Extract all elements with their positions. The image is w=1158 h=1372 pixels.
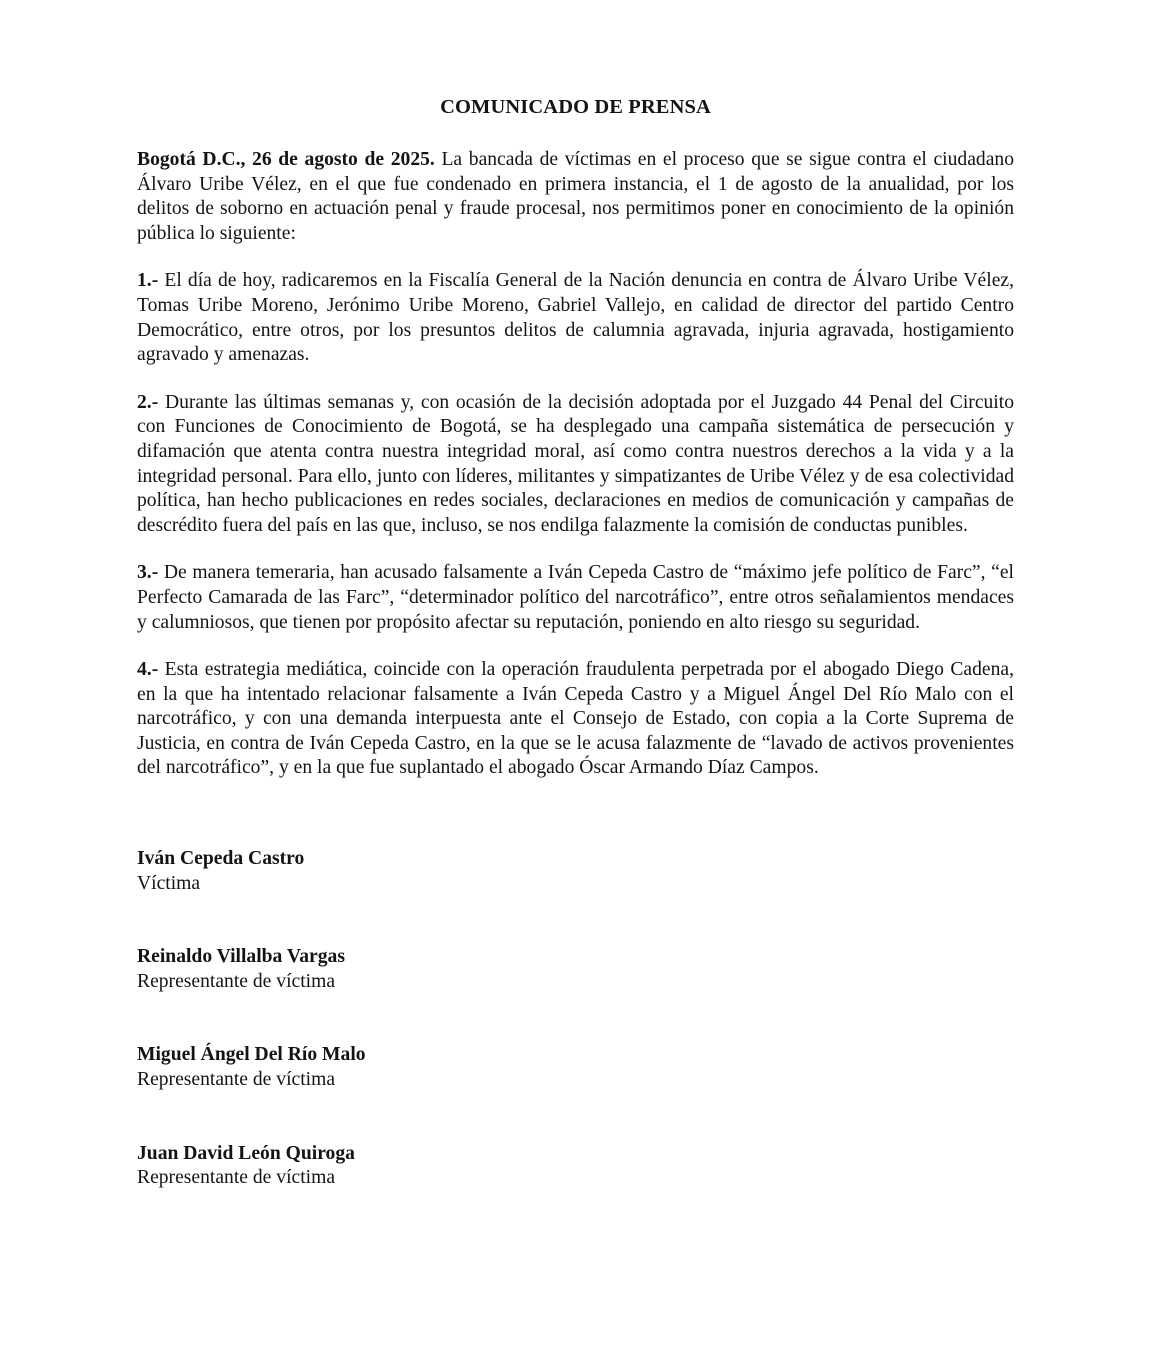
dateline: Bogotá D.C., 26 de agosto de 2025.: [137, 149, 435, 170]
signatory-role: Representante de víctima: [137, 970, 336, 992]
press-release-page: [137, 93, 1014, 1240]
signatory-name: Iván Cepeda Castro: [137, 848, 305, 870]
point-text: El día de hoy, radicaremos en la Fiscalía General de la Nación denuncia en contra de Álvaro Uribe Vélez, Tomas Uribe Moreno, Jerónimo Uribe Moreno, Gabriel Vallejo, en calidad de director del partido Centro Democrático, entre otros, por los presuntos delitos de calumnia agravada, injuria agravada, hostigamiento agravado y amenazas.: [137, 270, 1014, 366]
point-number: 1.-: [137, 270, 159, 292]
point-text: Esta estrategia mediática, coincide con la operación fraudulenta perpetrada por el abogado Diego Cadena, en la que ha intentado relacionar falsamente a Iván Cepeda Castro y a Miguel Ángel Del Río Malo con el narcotráfico, y con una demanda interpuesta ante el Consejo de Estado, con copia a la Corte Suprema de Justicia, en contra de Iván Cepeda Castro, en la que se le acusa falazmente de “lavado de activos provenientes del narcotráfico”, y en la que fue suplantado el abogado Óscar Armando Díaz Campos.: [137, 659, 1014, 779]
point-paragraph: [137, 658, 1014, 781]
intro-paragraph: [137, 148, 1014, 246]
signatory-role: Representante de víctima: [137, 1167, 336, 1189]
point-text: Durante las últimas semanas y, con ocasión de la decisión adoptada por el Juzgado 44 Penal del Circuito con Funciones de Conocimiento de Bogotá, se ha desplegado una campaña sistemática de persecución y difamación que atenta contra nuestra integridad moral, así como contra nuestros derechos a la vida y a la integridad personal. Para ello, junto con líderes, militantes y simpatizantes de Uribe Vélez y de esa colectividad política, han hecho publicaciones en redes sociales, declaraciones en medios de comunicación y campañas de descrédito fuera del país en las que, incluso, se nos endilga falazmente la comisión de conductas punibles.: [137, 391, 1014, 536]
document-title: COMUNICADO DE PRENSA: [440, 96, 711, 118]
signature-block: [137, 847, 1014, 1191]
point-text: De manera temeraria, han acusado falsamente a Iván Cepeda Castro de “máximo jefe político de Farc”, “el Perfecto Camarada de las Farc”, “determinador político del narcotráfico”, entre otros señalamientos mendaces y calumniosos, que tienen por propósito afectar su reputación, poniendo en alto riesgo su seguridad.: [137, 562, 1014, 633]
signatory: [137, 1142, 1014, 1191]
point-number: 3.-: [137, 562, 159, 584]
signatory-name: Reinaldo Villalba Vargas: [137, 946, 345, 968]
point-number: 2.-: [137, 391, 159, 413]
signatory: [137, 945, 1014, 994]
signatory-name: Juan David León Quiroga: [137, 1142, 355, 1164]
point-paragraph: [137, 391, 1014, 539]
intro-text: La bancada de víctimas en el proceso que se sigue contra el ciudadano Álvaro Uribe Vélez, en el que fue condenado en primera instancia, el 1 de agosto de la anualidad, por los delitos de soborno en actuación penal y fraude procesal, nos permitimos poner en conocimiento de la opinión pública lo siguiente:: [137, 149, 1015, 244]
signatory: [137, 1043, 1014, 1092]
signatory-role: Representante de víctima: [137, 1069, 336, 1091]
point-paragraph: [137, 269, 1014, 367]
point-number: 4.-: [137, 659, 159, 681]
point-paragraph: [137, 561, 1014, 635]
signatory-name: Miguel Ángel Del Río Malo: [137, 1044, 366, 1066]
signatory: [137, 847, 1014, 896]
signatory-role: Víctima: [137, 872, 201, 894]
